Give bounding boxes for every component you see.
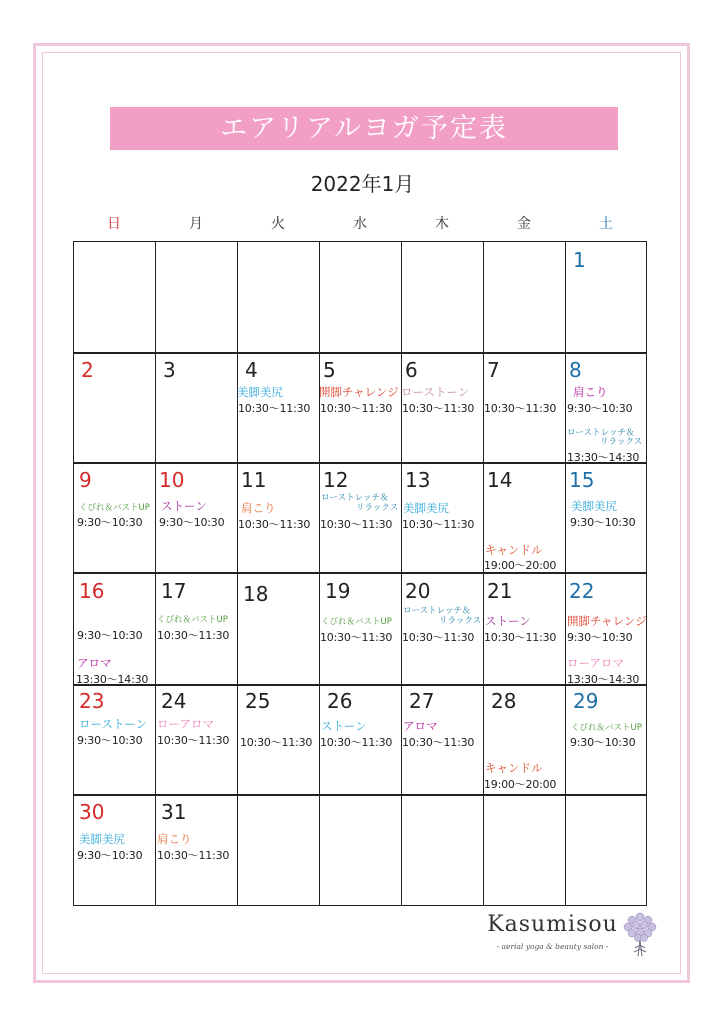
day-number: 22 [569,579,595,603]
event-time: 13:30〜14:30 [567,451,640,464]
event-time: 13:30〜14:30 [76,673,149,686]
event-time: 10:30〜11:30 [157,629,230,642]
day-number: 16 [79,579,105,603]
logo-tagline: - aerial yoga & beauty salon - [496,942,609,951]
grid-line [237,242,238,905]
event-time: 13:30〜14:30 [567,673,640,686]
page-title: エアリアルヨガ予定表 [110,107,618,150]
event-name: くびれ＆バストUP [79,503,150,513]
event-name: ローアロマ [157,717,214,731]
day-number: 18 [243,582,269,606]
event-time: 19:00〜20:00 [484,559,557,572]
day-number: 7 [487,358,500,382]
day-number: 5 [323,358,336,382]
event-time: 9:30〜10:30 [77,734,143,747]
logo-name: Kasumisou [487,912,618,937]
event-time: 10:30〜11:30 [320,631,393,644]
event-name: 開脚チャレンジ [319,385,399,399]
grid-line [401,242,402,905]
grid-line [74,462,646,464]
event-time: 10:30〜11:30 [402,518,475,531]
day-number: 19 [325,579,351,603]
day-number: 4 [245,358,258,382]
day-number: 3 [163,358,176,382]
calendar-grid [73,241,647,906]
event-name: 美脚美尻 [237,385,283,399]
event-time: 10:30〜11:30 [320,736,393,749]
day-number: 13 [405,468,431,492]
event-time: 10:30〜11:30 [320,402,393,415]
event-name: ローストーン [401,385,470,399]
day-number: 24 [161,689,187,713]
event-time: 9:30〜10:30 [159,516,225,529]
event-name: ストーン [485,614,531,628]
event-time: 10:30〜11:30 [157,849,230,862]
event-name: 美脚美尻 [571,499,617,513]
weekday-sun: 日 [107,216,121,232]
weekday-sat: 土 [599,216,613,232]
weekday-wed: 水 [353,216,367,232]
day-number: 26 [327,689,353,713]
event-name: リラックス [600,437,643,447]
event-name: ローアロマ [567,656,624,670]
event-name: 肩こり [573,385,608,399]
day-number: 28 [491,689,517,713]
event-name: アロマ [77,656,112,670]
event-time: 10:30〜11:30 [402,736,475,749]
event-time: 10:30〜11:30 [484,402,557,415]
event-time: 10:30〜11:30 [484,631,557,644]
event-name: 肩こり [241,501,276,515]
event-name: 美脚美尻 [403,501,449,515]
event-time: 9:30〜10:30 [77,629,143,642]
event-time: 10:30〜11:30 [157,734,230,747]
grid-line [155,242,156,905]
month-label: 2022年1月 [310,172,415,196]
day-number: 14 [487,468,513,492]
day-number: 2 [81,358,94,382]
event-time: 9:30〜10:30 [570,516,636,529]
day-number: 29 [573,689,599,713]
event-time: 9:30〜10:30 [567,631,633,644]
day-number: 27 [409,689,435,713]
day-number: 23 [79,689,105,713]
event-time: 9:30〜10:30 [77,516,143,529]
day-number: 1 [573,248,586,272]
event-name: 開脚チャレンジ [567,614,647,628]
weekday-mon: 月 [189,216,203,232]
event-time: 10:30〜11:30 [402,402,475,415]
grid-line [74,684,646,686]
flower-bouquet-icon [618,910,662,960]
event-name: キャンドル [485,761,543,775]
event-name: くびれ＆バストUP [571,723,642,733]
event-name: ローストーン [79,717,148,731]
grid-line [319,242,320,905]
day-number: 8 [569,358,582,382]
day-number: 12 [323,468,349,492]
event-name: ストーン [161,499,207,513]
event-name: 美脚美尻 [79,832,125,846]
day-number: 31 [161,800,187,824]
event-name: ローストレッチ＆ [567,428,635,438]
event-name: くびれ＆バストUP [157,615,228,625]
day-number: 6 [405,358,418,382]
event-name: ストーン [321,719,367,733]
event-time: 10:30〜11:30 [320,518,393,531]
weekday-tue: 火 [271,216,285,232]
event-time: 10:30〜11:30 [238,518,311,531]
event-name: アロマ [403,719,438,733]
day-number: 9 [79,468,92,492]
event-time: 9:30〜10:30 [77,849,143,862]
grid-line [74,572,646,574]
weekday-fri: 金 [517,216,531,232]
event-name: キャンドル [485,543,543,557]
event-name: ローストレッチ＆ [321,493,389,503]
event-name: くびれ＆バストUP [321,617,392,627]
event-name: ローストレッチ＆ [403,606,471,616]
brand-logo [480,912,660,962]
event-time: 19:00〜20:00 [484,778,557,791]
event-time: 10:30〜11:30 [402,631,475,644]
day-number: 21 [487,579,513,603]
day-number: 15 [569,468,595,492]
day-number: 17 [161,579,187,603]
day-number: 11 [241,468,267,492]
event-time: 9:30〜10:30 [567,402,633,415]
event-name: リラックス [439,616,482,626]
grid-line [74,352,646,354]
grid-line [74,794,646,796]
event-time: 10:30〜11:30 [238,402,311,415]
grid-line [565,242,566,905]
day-number: 30 [79,800,105,824]
event-time: 9:30〜10:30 [570,736,636,749]
day-number: 20 [405,579,431,603]
event-time: 10:30〜11:30 [240,736,313,749]
weekday-thu: 木 [435,216,449,232]
grid-line [483,242,484,905]
day-number: 10 [159,468,185,492]
event-name: リラックス [356,503,399,513]
event-name: 肩こり [157,832,192,846]
day-number: 25 [245,689,271,713]
